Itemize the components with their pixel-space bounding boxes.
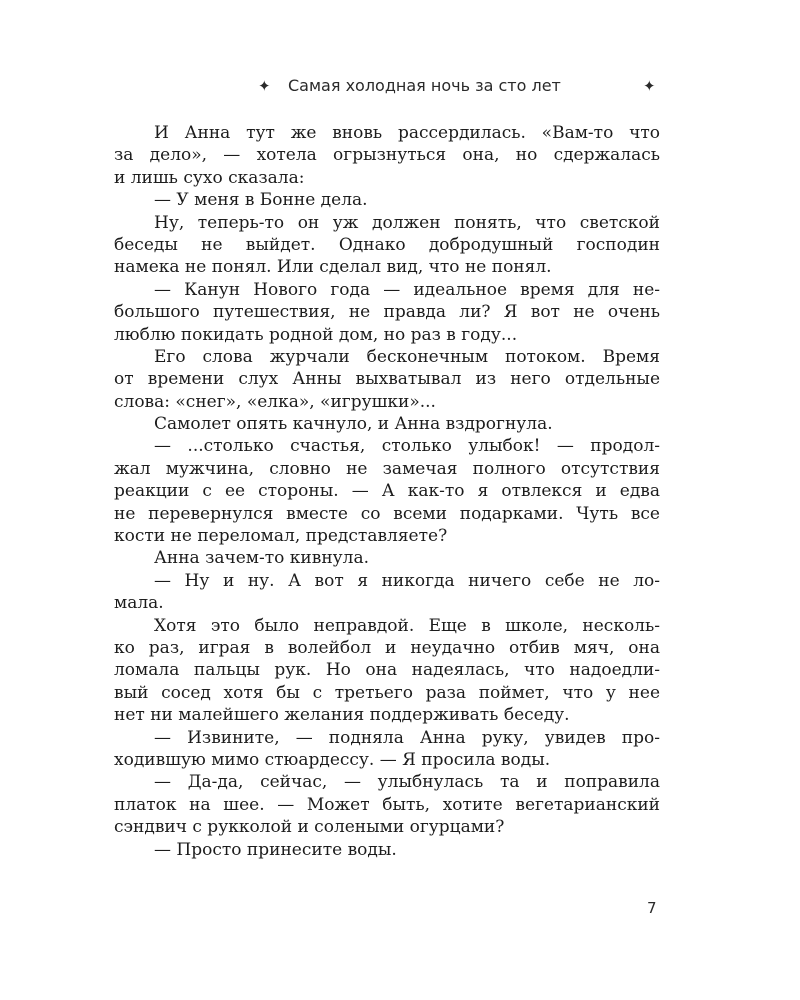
text-line: мала. xyxy=(114,593,164,614)
text-line: — Извините, — подняла Анна руку, увидев про- xyxy=(154,727,660,748)
text-line: Анна зачем-то кивнула. xyxy=(154,548,369,569)
star-ornament-left-icon: ✦ xyxy=(258,77,271,95)
text-line: нет ни малейшего желания поддерживать беседу. xyxy=(114,705,570,726)
text-line: не перевернулся вместе со всеми подарками. Чуть все xyxy=(114,503,660,524)
text-line: кости не переломал, представляете? xyxy=(114,526,448,547)
text-line: — Просто принесите воды. xyxy=(154,839,397,860)
text-line: большого путешествия, не правда ли? Я вот не очень xyxy=(114,302,660,323)
text-line: реакции с ее стороны. — А как-то я отвлекся и едва xyxy=(114,481,660,502)
text-line: — Ну и ну. А вот я никогда ничего себе не ло- xyxy=(154,570,660,591)
text-line: — У меня в Бонне дела. xyxy=(154,190,368,211)
text-line: Ну, теперь-то он уж должен понять, что светской xyxy=(154,212,660,233)
text-line: вый сосед хотя бы с третьего раза поймет, что у нее xyxy=(114,682,660,703)
text-line: беседы не выйдет. Однако добродушный господин xyxy=(114,234,660,255)
text-line: Самолет опять качнуло, и Анна вздрогнула. xyxy=(154,414,553,435)
text-line: ходившую мимо стюардессу. — Я просила воды. xyxy=(114,749,551,770)
star-ornament-right-icon: ✦ xyxy=(643,77,656,95)
text-line: платок на шее. — Может быть, хотите вегетарианский xyxy=(114,794,660,815)
body-text xyxy=(114,122,660,861)
running-header xyxy=(0,74,800,102)
text-line: намека не понял. Или сделал вид, что не понял. xyxy=(114,257,552,278)
text-line: слова: «снег», «елка», «игрушки»... xyxy=(114,391,436,412)
text-line: — ...столько счастья, столько улыбок! — продол- xyxy=(154,436,660,457)
text-line: Его слова журчали бесконечным потоком. Время xyxy=(154,346,660,367)
text-line: И Анна тут же вновь рассердилась. «Вам-то что xyxy=(154,123,660,143)
text-line: ко раз, играя в волейбол и неудачно отбив мяч, она xyxy=(114,637,660,658)
text-line: — Да-да, сейчас, — улыбнулась та и поправила xyxy=(154,772,660,793)
text-line: Хотя это было неправдой. Еще в школе, несколь- xyxy=(154,615,660,636)
text-line: сэндвич с рукколой и солеными огурцами? xyxy=(114,817,505,838)
running-title: Самая холодная ночь за сто лет xyxy=(288,76,561,95)
text-line: и лишь сухо сказала: xyxy=(114,167,305,188)
text-line: за дело», — хотела огрызнуться она, но сдержалась xyxy=(114,145,660,166)
text-line: от времени слух Анны выхватывал из него отдельные xyxy=(114,369,660,390)
text-line: ломала пальцы рук. Но она надеялась, что надоедли- xyxy=(114,660,660,681)
text-line: жал мужчина, словно не замечая полного отсутствия xyxy=(114,458,660,479)
text-line: люблю покидать родной дом, но раз в году... xyxy=(114,324,518,345)
text-line: — Канун Нового года — идеальное время для не- xyxy=(154,279,660,300)
page-number: 7 xyxy=(647,899,657,917)
